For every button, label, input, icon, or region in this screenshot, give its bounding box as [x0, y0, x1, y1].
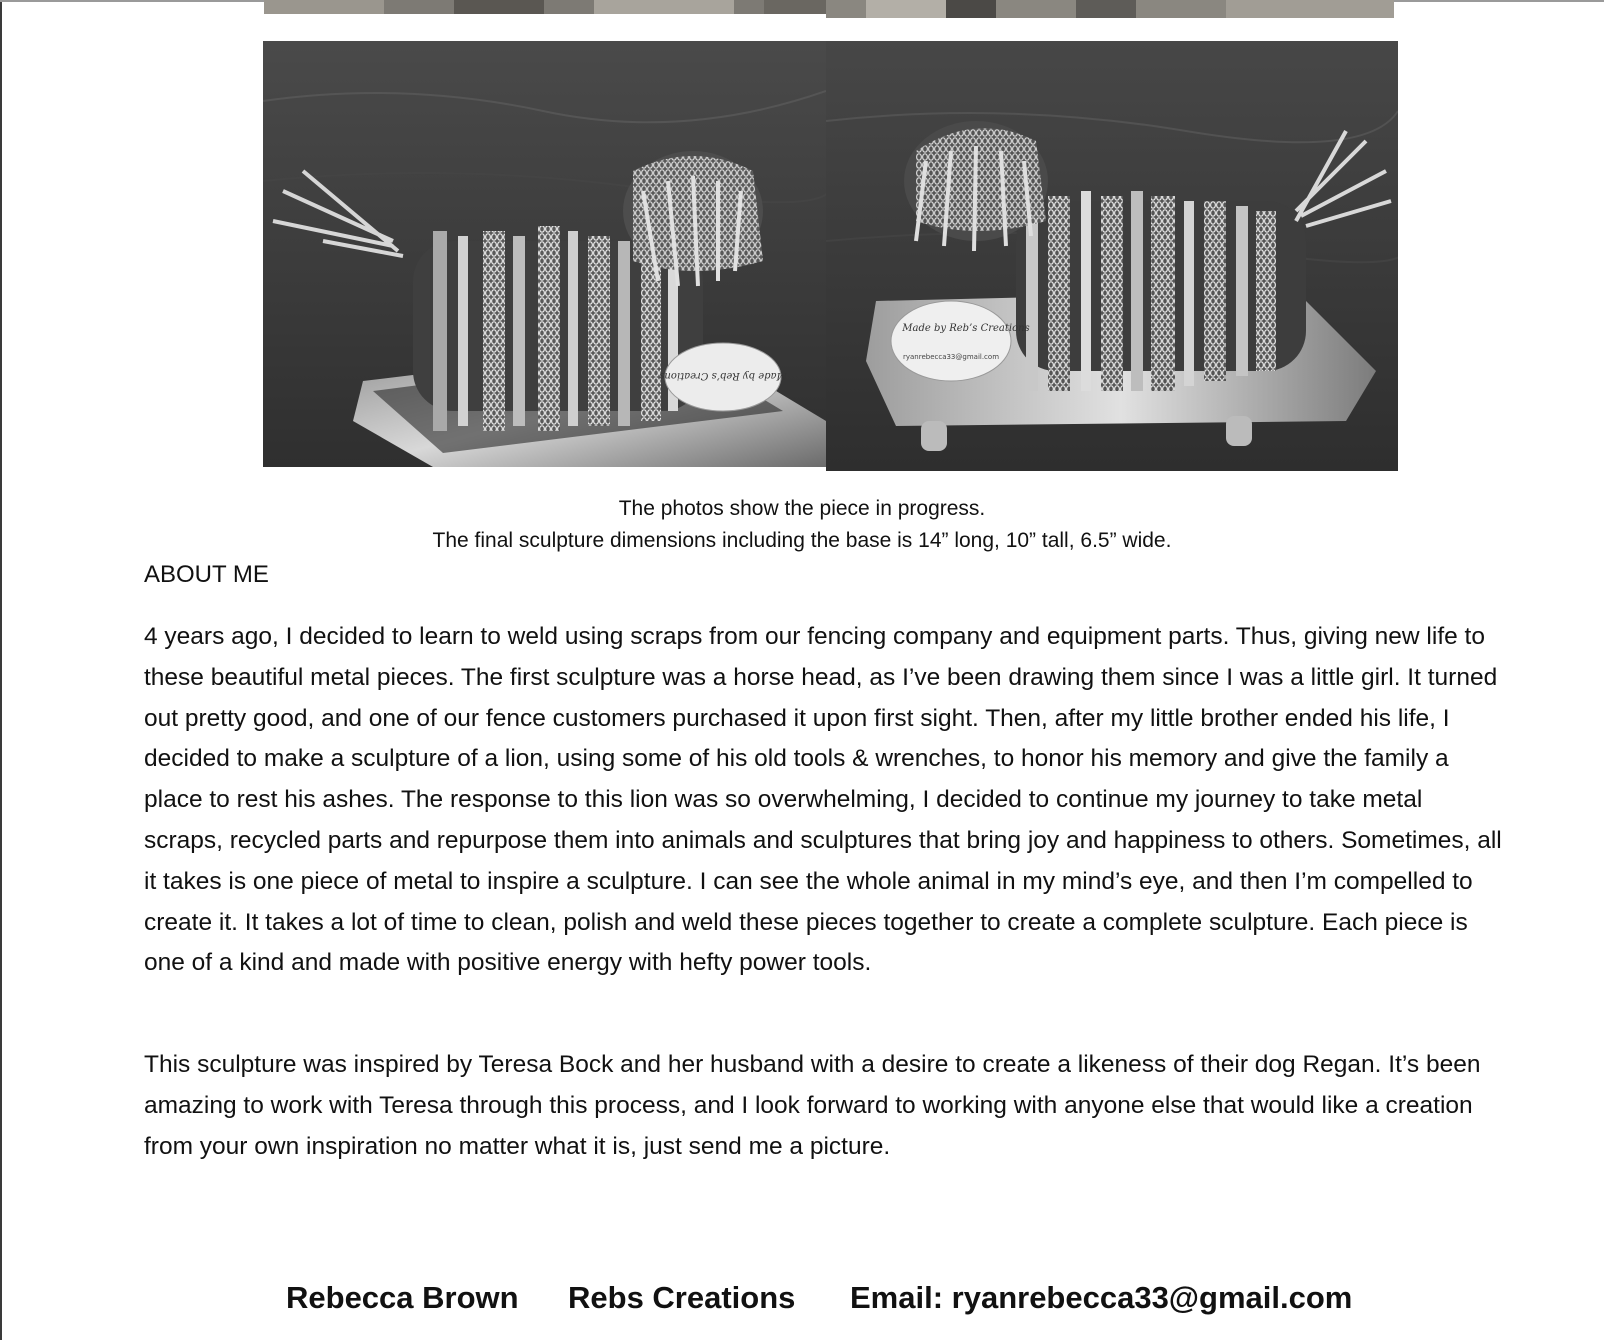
svg-text:ryanrebecca33@gmail.com: ryanrebecca33@gmail.com: [902, 353, 1000, 361]
photo-top-left-cropped: [264, 0, 826, 14]
sculpture-photo-left: [263, 41, 826, 467]
about-heading: ABOUT ME: [144, 561, 269, 588]
footer-artist-name: Rebecca Brown: [286, 1280, 519, 1315]
footer-email: Email: ryanrebecca33@gmail.com: [850, 1280, 1353, 1315]
photo-top-right-cropped: [826, 0, 1394, 18]
svg-text:Made by Reb’s Creations: Made by Reb’s Creations: [659, 370, 787, 381]
svg-text:Made by Reb’s Creations: Made by Reb’s Creations: [902, 323, 1030, 334]
photo-caption-line-2: The final sculpture dimensions including the base is 14” long, 10” tall, 6.5” wide.: [432, 529, 1172, 552]
photo-caption-line-1: The photos show the piece in progress.: [618, 497, 986, 520]
about-paragraph-2: This sculpture was inspired by Teresa Bock and her husband with a desire to create a likeness of their dog Regan. It’s been amazing to work with Teresa through this process, and I look forward to working with anyone else that would like a creation from your own inspiration no matter what it is, just send me a picture.: [144, 1051, 1481, 1160]
page-border: [0, 0, 2, 1340]
about-paragraph-1: 4 years ago, I decided to learn to weld using scraps from our fencing company and equipment parts. Thus, giving new life to these beautiful metal pieces. The first sculpture was a horse head, as I’ve been drawing them since I was a little girl. It turned out pretty good, and one of our fence customers purchased it upon first sight. Then, after my little brother ended his life, I decided to make a sculpture of a lion, using some of his old tools & wrenches, to honor his memory and give the family a place to rest his ashes. The response to this lion was so overwhelming, I decided to continue my journey to take metal scraps, recycled parts and repurpose them into animals and sculptures that bring joy and happiness to others. Sometimes, all it takes is one piece of metal to inspire a sculpture. I can see the whole animal in my mind’s eye, and then I’m compelled to create it. It takes a lot of time to clean, polish and weld these pieces together to create a complete sculpture. Each piece is one of a kind and made with positive energy with hefty power tools.: [144, 623, 1502, 977]
footer-company-name: Rebs Creations: [568, 1280, 796, 1315]
sculpture-photo-right: [826, 41, 1398, 471]
